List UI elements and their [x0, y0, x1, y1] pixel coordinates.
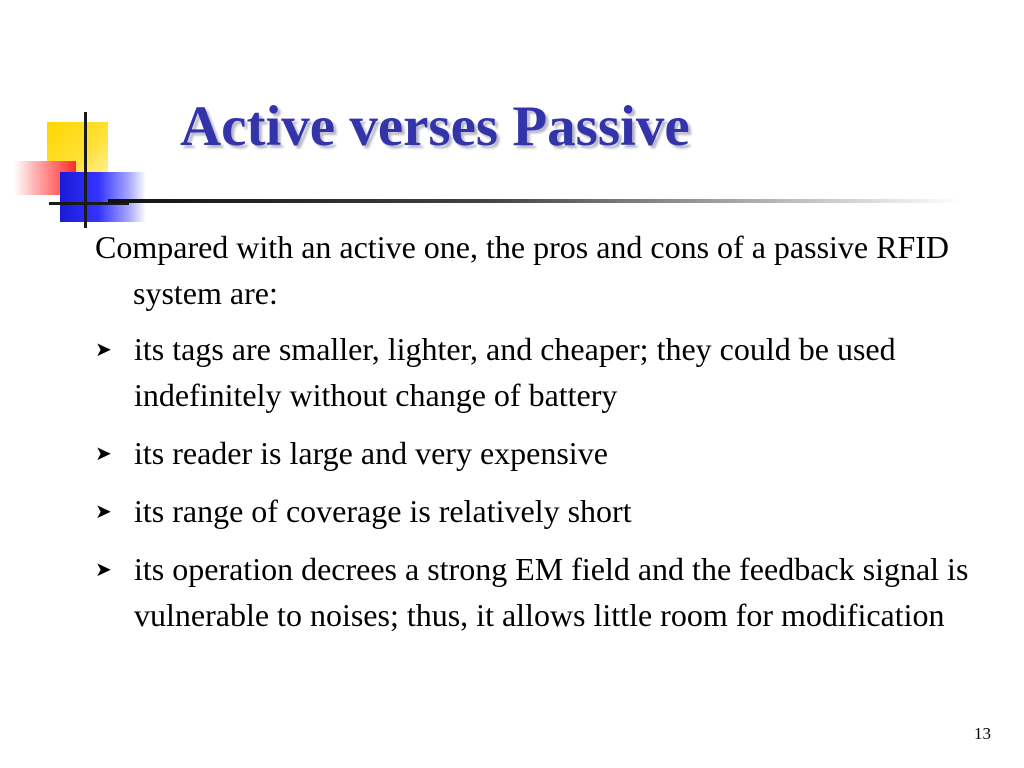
bullet-list: [95, 326, 975, 638]
list-item: [95, 546, 975, 638]
slide-body: [95, 224, 975, 650]
slide-title: Active verses Passive: [180, 95, 690, 158]
arrow-bullet-icon: ➤: [95, 337, 112, 361]
title-underline-rule: [108, 199, 963, 203]
page-number: 13: [974, 724, 991, 743]
bullet-text: its range of coverage is relatively short: [134, 493, 632, 529]
bullet-text: its operation decrees a strong EM field and the feedback signal is vulnerable to noises; thus, it allows little room for modification: [134, 551, 969, 633]
arrow-bullet-icon: ➤: [95, 441, 112, 465]
list-item: [95, 488, 975, 534]
bullet-text: its reader is large and very expensive: [134, 435, 608, 471]
vertical-line-decoration: [84, 112, 87, 228]
intro-paragraph: Compared with an active one, the pros and cons of a passive RFID system are:: [95, 229, 950, 311]
arrow-bullet-icon: ➤: [95, 499, 112, 523]
list-item: [95, 326, 975, 418]
bullet-text: its tags are smaller, lighter, and cheaper; they could be used indefinitely without change of battery: [134, 331, 896, 413]
blue-square-decoration: [60, 172, 146, 222]
arrow-bullet-icon: ➤: [95, 557, 112, 581]
list-item: [95, 430, 975, 476]
